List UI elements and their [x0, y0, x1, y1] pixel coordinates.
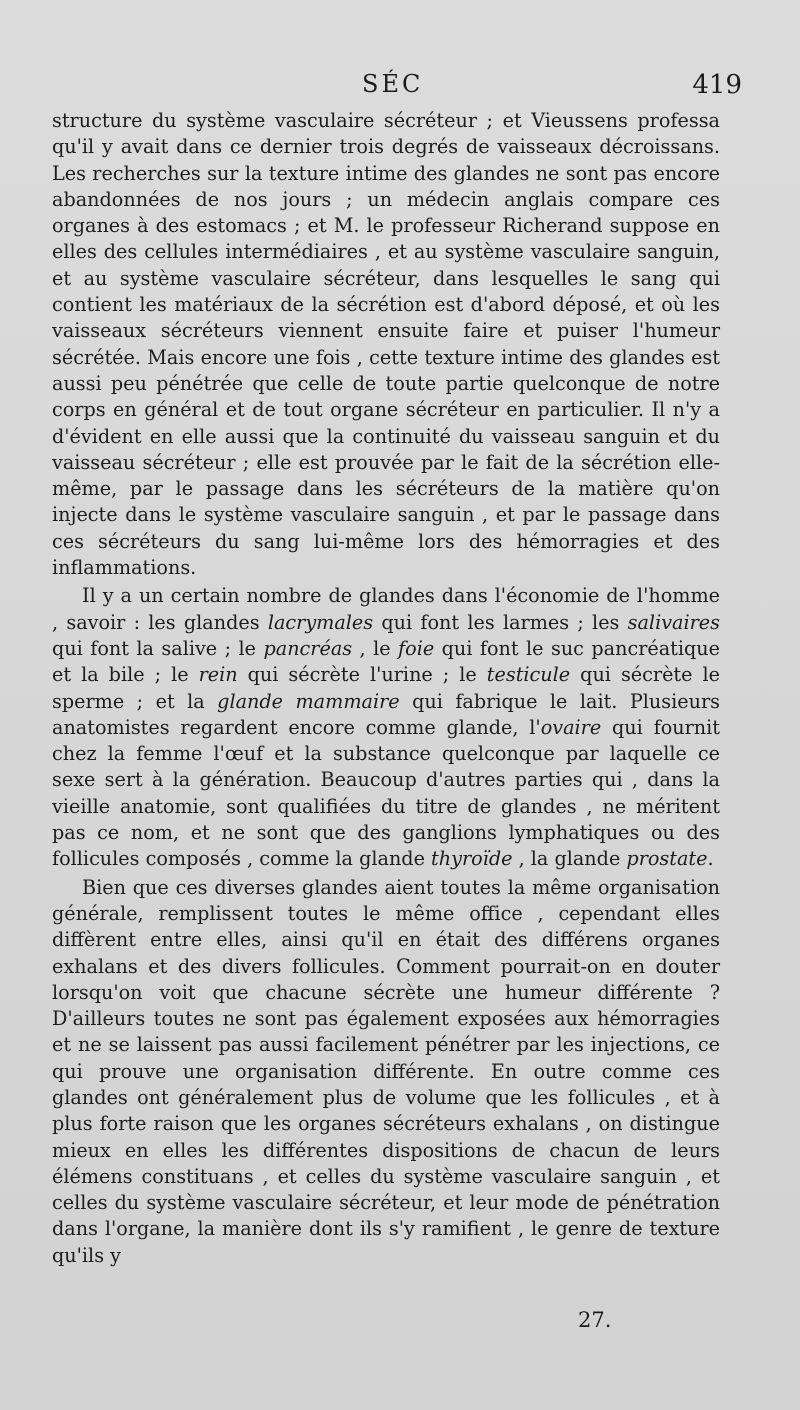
page-header	[52, 70, 742, 110]
italic-term: thyroïde	[431, 847, 513, 871]
italic-term: rein	[198, 663, 238, 687]
paragraph-3	[52, 875, 720, 1269]
italic-term: testicule	[486, 663, 571, 687]
italic-term: ovaire	[540, 715, 602, 739]
italic-term: prostate	[626, 847, 708, 871]
text-run: qui font le suc pancréatique et la bile ; le	[52, 636, 721, 687]
italic-term: glande mammaire	[217, 689, 400, 713]
text-run: qui font les larmes ; les	[373, 610, 628, 634]
text-run: .	[707, 847, 714, 871]
signature-mark: 27.	[578, 1308, 612, 1332]
page-number: 419	[692, 70, 742, 100]
italic-term: lacrymales	[267, 610, 374, 634]
running-head: SÉC	[362, 70, 424, 98]
text-run: qui font la salive ; le	[52, 636, 264, 660]
text-run: structure du système vasculaire sécréteur ; et Vieussens professa qu'il y avait dans ce dernier trois degrés de vaisseaux décroissans. Les recherches sur la texture intime des glandes ne sont pas encore abandonnées de nos jours ; un médecin anglais compare ces organes à des estomacs ; et M. le professeur Richerand suppose en elles des cellules intermédiaires , et au système vasculaire sanguin, et au système vasculaire sécréteur, dans lesquelles le sang qui contient les matériaux de la sécrétion est d'abord déposé, et où les vaisseaux sécréteurs viennent ensuite faire et puiser l'humeur sécrétée. Mais encore une fois , cette texture intime des glandes est aussi peu pénétrée que celle de toute partie quelconque de notre corps en général et de tout organe sécréteur en particulier. Il n'y a d'évident en elle aussi que la continuité du vaisseau sanguin et du vaisseau sécréteur ; elle est prouvée par le fait de la sécrétion elle-même, par le passage dans les sécréteurs de la matière qu'on injecte dans le système vasculaire sanguin , et par le passage dans ces sécréteurs du sang lui-même lors des hémorragies et des inflammations.	[52, 109, 720, 580]
italic-term: salivaires	[627, 610, 720, 634]
paragraph-2	[52, 583, 720, 872]
text-run: , le	[352, 636, 399, 660]
text-run: qui sécrète l'urine ; le	[237, 663, 487, 687]
paragraph-1	[52, 108, 720, 581]
text-run: Bien que ces diverses glandes aient toutes la même organisation générale, remplissent toutes le même office , cependant elles diffèrent entre elles, ainsi qu'il en était des différens organes exhalans et des divers follicules. Comment pourrait-on en douter lorsqu'on voit que chacune sécrète une humeur différente ? D'ailleurs toutes ne sont pas également exposées aux hémorragies et ne se laissent pas aussi facilement pénétrer par les injections, ce qui prouve une organisation différente. En outre comme ces glandes ont généralement plus de volume que les follicules , et à plus forte raison que les organes sécréteurs exhalans , on distingue mieux en elles les différentes dispositions de chacun de leurs élémens constituans , et celles du système vasculaire sanguin , et celles du système vasculaire sécréteur, et leur mode de pénétration dans l'organe, la manière dont ils s'y ramifient , le genre de texture qu'ils y	[52, 875, 720, 1267]
text-run: qui fournit chez la femme l'œuf et la substance quelconque par laquelle ce sexe sert à la génération. Beaucoup d'autres parties qui , dans la vieille anatomie, sont qualifiées du titre de glandes , ne méritent pas ce nom, et ne sont que des ganglions lymphatiques ou des follicules composés , comme la glande	[52, 715, 720, 871]
text-run: , la glande	[512, 847, 627, 871]
text-run: qui sécrète le sperme ; et la	[52, 663, 720, 713]
text-run: qui fabrique le lait. Plusieurs anatomistes regardent encore comme glande, l'	[52, 689, 720, 739]
text-run: Il y a un certain nombre de glandes dans l'économie de l'homme , savoir : les glandes	[52, 584, 720, 634]
body-text	[52, 108, 720, 1269]
italic-term: pancréas	[263, 636, 353, 660]
italic-term: foie	[398, 636, 435, 660]
